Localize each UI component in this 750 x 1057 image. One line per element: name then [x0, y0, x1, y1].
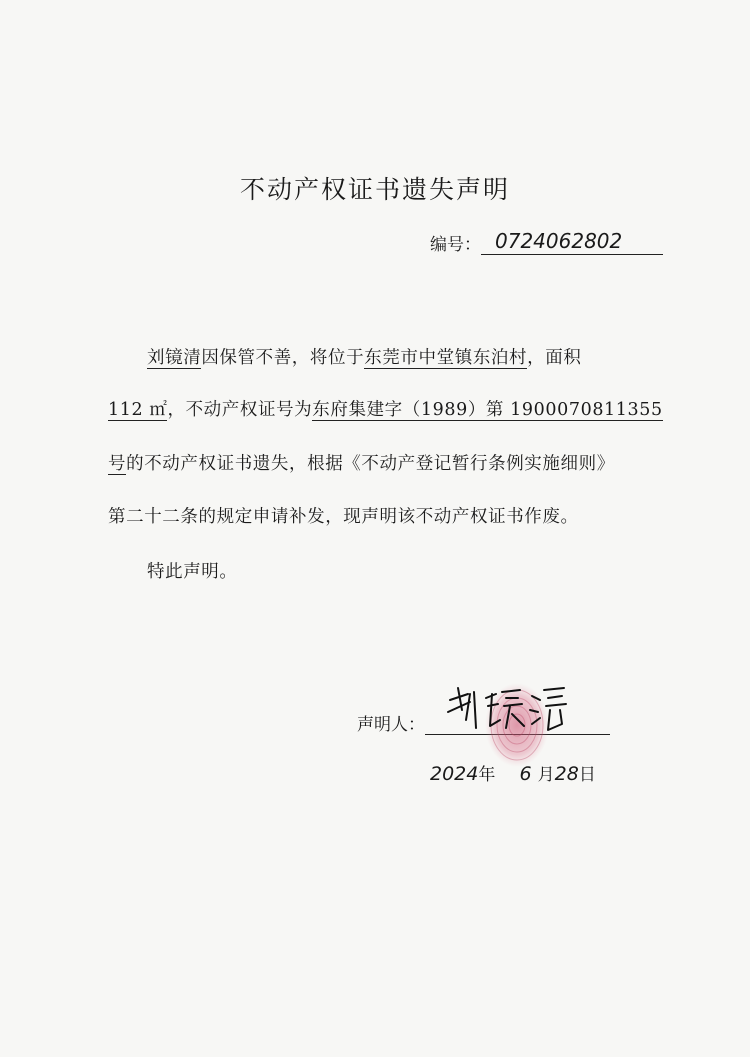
date-year: 2024	[430, 763, 479, 785]
body-text-3: ，不动产权证号为	[167, 400, 313, 420]
property-area: 112 ㎡	[108, 400, 168, 420]
body-line-4: 第二十二条的规定申请补发，现声明该不动产权证书作废。	[108, 507, 579, 527]
certificate-number-suffix: 号	[108, 454, 127, 474]
owner-name: 刘镜清	[147, 348, 202, 368]
date-year-suffix: 年	[478, 765, 496, 785]
body-line-1	[147, 344, 581, 369]
document-title: 不动产权证书遗失声明	[239, 175, 510, 204]
date-day-suffix: 日	[578, 765, 596, 785]
date-month-suffix: 月	[537, 765, 555, 785]
closing-statement: 特此声明。	[147, 562, 238, 582]
date-day: 28	[554, 763, 579, 785]
declaration-date	[430, 760, 596, 785]
body-line-3	[108, 450, 615, 475]
date-month: 6	[519, 763, 532, 785]
signature-image	[440, 680, 570, 740]
serial-label: 编号：	[430, 235, 481, 255]
property-address: 东莞市中堂镇东泊村	[364, 348, 528, 368]
body-text-4: 的不动产权证书遗失，根据《不动产登记暂行条例实施细则》	[126, 454, 615, 474]
serial-number	[430, 228, 663, 255]
body-text-1: 因保管不善，将位于	[201, 348, 365, 368]
serial-value: 0724062802	[481, 228, 663, 255]
body-text-2: ，面积	[527, 348, 582, 368]
certificate-number: 东府集建字（1989）第 1900070811355	[312, 400, 663, 420]
body-line-2	[108, 396, 663, 421]
declarant-label: 声明人：	[357, 715, 425, 735]
